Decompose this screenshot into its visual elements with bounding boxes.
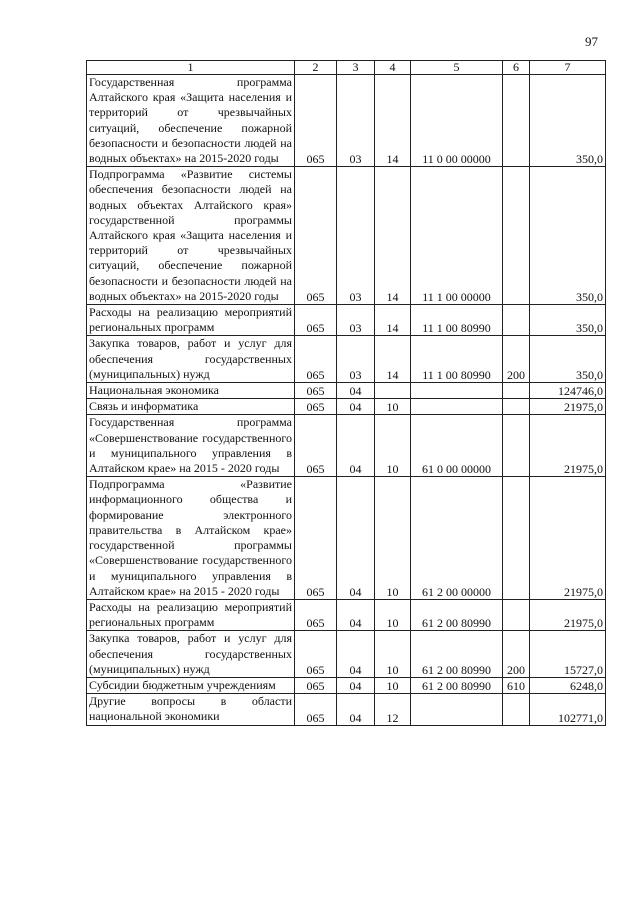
table-row: [87, 383, 606, 399]
expense-type-cell: 200: [503, 336, 530, 383]
section-cell: 04: [337, 477, 375, 600]
row-name-cell: Субсидии бюджетным учреждениям: [87, 677, 295, 693]
grbs-cell: 065: [295, 677, 337, 693]
expense-type-cell: [503, 383, 530, 399]
column-header: 6: [503, 61, 530, 75]
grbs-cell: 065: [295, 399, 337, 415]
expense-type-cell: [503, 415, 530, 477]
grbs-cell: 065: [295, 415, 337, 477]
expense-type-cell: 200: [503, 631, 530, 678]
table-row: [87, 75, 606, 167]
grbs-cell: 065: [295, 75, 337, 167]
amount-cell: 21975,0: [530, 399, 606, 415]
amount-cell: 21975,0: [530, 477, 606, 600]
target-article-cell: [411, 399, 503, 415]
table-row: [87, 415, 606, 477]
grbs-cell: 065: [295, 167, 337, 305]
amount-cell: 102771,0: [530, 694, 606, 725]
amount-cell: 350,0: [530, 75, 606, 167]
row-name-cell: Расходы на реализацию мероприятий региональных программ: [87, 305, 295, 336]
table-header: [87, 61, 606, 75]
column-header: 5: [411, 61, 503, 75]
target-article-cell: [411, 383, 503, 399]
amount-cell: 350,0: [530, 336, 606, 383]
target-article-cell: 11 1 00 00000: [411, 167, 503, 305]
header-row: [87, 61, 606, 75]
column-header: 2: [295, 61, 337, 75]
table-row: [87, 477, 606, 600]
grbs-cell: 065: [295, 631, 337, 678]
grbs-cell: 065: [295, 305, 337, 336]
column-header: 4: [375, 61, 411, 75]
table-row: [87, 305, 606, 336]
grbs-cell: 065: [295, 599, 337, 630]
row-name-cell: Подпрограмма «Развитие системы обеспечения безопасности людей на водных объектах Алтайского края» государственной программы Алтайского края «Защита населения и территорий от чрезвычайных ситуаций, обеспечение пожарной безопасности и безопасности людей на водных объектах» на 2015-2020 годы: [87, 167, 295, 305]
subsection-cell: [375, 383, 411, 399]
table-row: [87, 399, 606, 415]
row-name-cell: Закупка товаров, работ и услуг для обеспечения государственных (муниципальных) нужд: [87, 336, 295, 383]
table-body: [87, 75, 606, 726]
target-article-cell: 11 1 00 80990: [411, 336, 503, 383]
target-article-cell: 61 2 00 80990: [411, 677, 503, 693]
table-row: [87, 167, 606, 305]
row-name-cell: Государственная программа Алтайского края «Защита населения и территорий от чрезвычайных ситуаций, обеспечение пожарной безопасности и безопасности людей на водных объектах» на 2015-2020 годы: [87, 75, 295, 167]
expense-type-cell: [503, 399, 530, 415]
expense-type-cell: [503, 477, 530, 600]
section-cell: 04: [337, 694, 375, 725]
grbs-cell: 065: [295, 383, 337, 399]
subsection-cell: 10: [375, 415, 411, 477]
subsection-cell: 14: [375, 305, 411, 336]
table-row: [87, 336, 606, 383]
expense-type-cell: 610: [503, 677, 530, 693]
section-cell: 04: [337, 677, 375, 693]
section-cell: 04: [337, 599, 375, 630]
expense-type-cell: [503, 75, 530, 167]
grbs-cell: 065: [295, 477, 337, 600]
subsection-cell: 10: [375, 631, 411, 678]
subsection-cell: 14: [375, 336, 411, 383]
amount-cell: 15727,0: [530, 631, 606, 678]
table-row: [87, 677, 606, 693]
expense-type-cell: [503, 305, 530, 336]
target-article-cell: 11 1 00 80990: [411, 305, 503, 336]
section-cell: 04: [337, 383, 375, 399]
column-header: 1: [87, 61, 295, 75]
subsection-cell: 10: [375, 399, 411, 415]
target-article-cell: 11 0 00 00000: [411, 75, 503, 167]
subsection-cell: 10: [375, 599, 411, 630]
expense-type-cell: [503, 694, 530, 725]
amount-cell: 350,0: [530, 167, 606, 305]
target-article-cell: 61 0 00 00000: [411, 415, 503, 477]
subsection-cell: 12: [375, 694, 411, 725]
amount-cell: 21975,0: [530, 599, 606, 630]
target-article-cell: [411, 694, 503, 725]
row-name-cell: Национальная экономика: [87, 383, 295, 399]
amount-cell: 124746,0: [530, 383, 606, 399]
target-article-cell: 61 2 00 80990: [411, 599, 503, 630]
section-cell: 03: [337, 167, 375, 305]
section-cell: 04: [337, 399, 375, 415]
target-article-cell: 61 2 00 00000: [411, 477, 503, 600]
table-row: [87, 599, 606, 630]
target-article-cell: 61 2 00 80990: [411, 631, 503, 678]
row-name-cell: Другие вопросы в области национальной экономики: [87, 694, 295, 725]
section-cell: 03: [337, 75, 375, 167]
column-header: 7: [530, 61, 606, 75]
amount-cell: 6248,0: [530, 677, 606, 693]
subsection-cell: 10: [375, 477, 411, 600]
section-cell: 03: [337, 336, 375, 383]
grbs-cell: 065: [295, 336, 337, 383]
row-name-cell: Подпрограмма «Развитие информационного общества и формирование электронного правительства в Алтайском крае» государственной программы «Совершенствование государственного и муниципального управления в Алтайском крае» на 2015 - 2020 годы: [87, 477, 295, 600]
subsection-cell: 14: [375, 75, 411, 167]
expense-type-cell: [503, 599, 530, 630]
column-header: 3: [337, 61, 375, 75]
expense-type-cell: [503, 167, 530, 305]
amount-cell: 21975,0: [530, 415, 606, 477]
row-name-cell: Связь и информатика: [87, 399, 295, 415]
amount-cell: 350,0: [530, 305, 606, 336]
row-name-cell: Государственная программа «Совершенствование государственного и муниципального управления в Алтайском крае» на 2015 - 2020 годы: [87, 415, 295, 477]
section-cell: 03: [337, 305, 375, 336]
page-number: 97: [585, 34, 598, 49]
subsection-cell: 14: [375, 167, 411, 305]
grbs-cell: 065: [295, 694, 337, 725]
table-row: [87, 694, 606, 725]
row-name-cell: Закупка товаров, работ и услуг для обеспечения государственных (муниципальных) нужд: [87, 631, 295, 678]
table-row: [87, 631, 606, 678]
budget-table: [86, 60, 606, 726]
subsection-cell: 10: [375, 677, 411, 693]
section-cell: 04: [337, 631, 375, 678]
row-name-cell: Расходы на реализацию мероприятий региональных программ: [87, 599, 295, 630]
section-cell: 04: [337, 415, 375, 477]
